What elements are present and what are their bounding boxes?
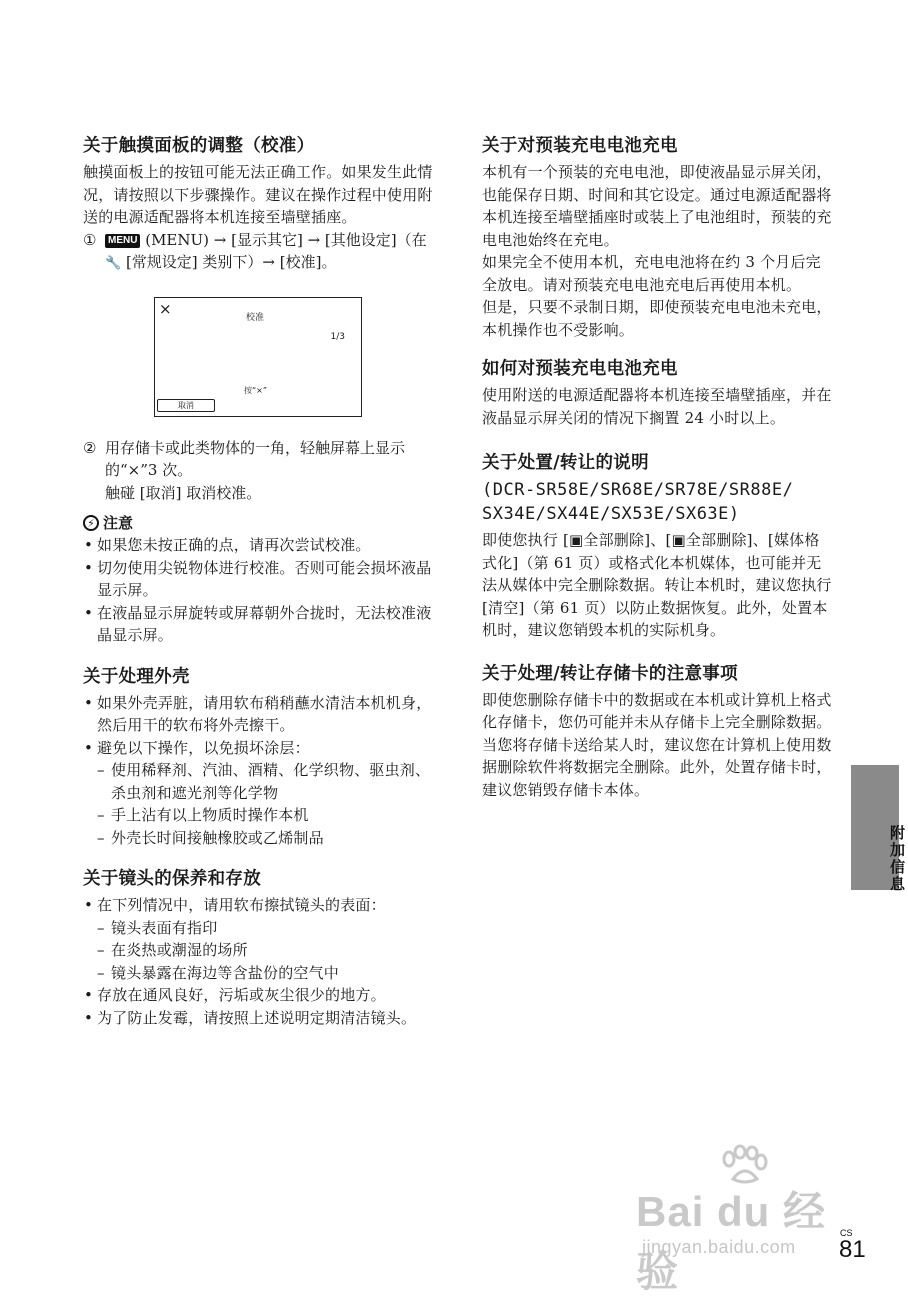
section-calibration xyxy=(83,134,433,647)
heading-casing: 关于处理外壳 xyxy=(83,666,190,687)
paragraph: 使用附送的电源适配器将本机连接至墙壁插座，并在液晶显示屏关闭的情况下搁置 24 小时以上。 xyxy=(482,386,832,427)
step-2-body xyxy=(105,437,433,505)
list-subitem: – 在炎热或潮湿的场所 xyxy=(83,939,433,962)
note-list xyxy=(83,534,433,647)
casing-list xyxy=(83,692,433,850)
close-icon: × xyxy=(159,299,172,318)
note-heading xyxy=(83,512,433,534)
heading-memory-card: 关于处理/转让存储卡的注意事项 xyxy=(482,663,738,684)
menu-icon: MENU xyxy=(105,234,140,248)
list-subitem: – 镜头表面有指印 xyxy=(83,917,433,940)
side-tab-label: 附加信息 xyxy=(888,825,906,893)
step-1-number: ① xyxy=(83,230,97,249)
list-subitem: – 使用稀释剂、汽油、酒精、化学织物、驱虫剂、杀虫剂和遮光剂等化学物 xyxy=(83,759,433,804)
list-item: • 在下列情况中，请用软布擦拭镜头的表面： xyxy=(83,894,433,917)
lens-list xyxy=(83,894,433,1029)
step-2-text: 用存储卡或此类物体的一角，轻触屏幕上显示的“×”3 次。 xyxy=(105,438,406,479)
screen-cancel-button: 取消 xyxy=(157,399,215,412)
screen-page-indicator: 1/3 xyxy=(330,331,345,342)
paragraph: 如果完全不使用本机，充电电池将在约 3 个月后完全放电。请对预装充电电池充电后再使用本机。 xyxy=(482,253,821,294)
step-1-text-b: [常规设定] 类别下）→ [校准]。 xyxy=(121,253,337,271)
section-lens xyxy=(83,867,433,1029)
paragraph: 本机有一个预装的充电电池，即使液晶显示屏关闭，也能保存日期、时间和其它设定。通过电源适配器将本机连接至墙壁插座时或装上了电池组时，预装的充电电池始终在充电。 xyxy=(482,163,832,249)
note-item: • 切勿使用尖锐物体进行校准。否则可能会损坏液晶显示屏。 xyxy=(83,557,433,602)
heading-calibration: 关于触摸面板的调整（校准） xyxy=(83,136,315,156)
wrench-icon: 🔧 xyxy=(105,256,122,271)
caution-icon: ⚡ xyxy=(83,515,99,531)
step-2 xyxy=(83,437,433,505)
watermark-brand: Bai du 经验 xyxy=(636,1188,827,1295)
step-1 xyxy=(83,229,433,276)
list-item: • 存放在通风良好，污垢或灰尘很少的地方。 xyxy=(83,984,433,1007)
note-heading-label: 注意 xyxy=(103,514,134,532)
section-charge-battery xyxy=(482,134,832,341)
right-column xyxy=(482,134,832,817)
step-2-number: ② xyxy=(83,438,97,457)
step-1-text xyxy=(105,229,433,276)
section-casing xyxy=(83,665,433,850)
heading-charge-battery: 关于对预装充电电池充电 xyxy=(482,136,678,156)
heading-how-to-charge: 如何对预装充电电池充电 xyxy=(482,359,678,379)
step-1-text-a: (MENU) → [显示其它] → [其他设定]（在 xyxy=(140,230,427,249)
heading-disposal: 关于处置/转让的说明 xyxy=(482,453,649,473)
watermark-url: jingyan.baidu.com xyxy=(642,1237,796,1257)
list-subitem: – 手上沾有以上物质时操作本机 xyxy=(83,804,433,827)
paragraph: 但是，只要不录制日期，即使预装充电电池未充电，本机操作也不受影响。 xyxy=(482,298,832,339)
list-subitem: – 镜头暴露在海边等含盐份的空气中 xyxy=(83,962,433,985)
list-item: • 避免以下操作，以免损坏涂层： xyxy=(83,737,433,760)
page-number: 81 xyxy=(839,1236,866,1263)
page-language-code: CS xyxy=(840,1228,853,1238)
heading-lens: 关于镜头的保养和存放 xyxy=(83,869,261,889)
screen-title: 校准 xyxy=(246,312,265,323)
paragraph: 即使您执行 [▣全部删除]、[▣全部删除]、[媒体格式化]（第 61 页）或格式化本机媒体，也可能并无法从媒体中完全删除数据。转让本机时，建议您执行 [清空]（第 61 页）以防止数据恢复。此外，处置本机时，建议您销毁本机的实际机身。 xyxy=(482,531,832,639)
calibration-intro: 触摸面板上的按钮可能无法正确工作。如果发生此情况，请按照以下步骤操作。建议在操作过程中使用附送的电源适配器将本机连接至墙壁插座。 xyxy=(83,163,433,226)
step-2-cancel-text: 触碰 [取消] 取消校准。 xyxy=(105,483,262,502)
section-how-to-charge xyxy=(482,357,832,429)
list-item: • 为了防止发霉，请按照上述说明定期清洁镜头。 xyxy=(83,1007,433,1030)
section-memory-card xyxy=(482,662,832,802)
paragraph: 即使您删除存储卡中的数据或在本机或计算机上格式化存储卡，您仍可能并未从存储卡上完全删除数据。当您将存储卡送给某人时，建议您在计算机上使用数据删除软件将数据完全删除。此外，处置存储卡时，建议您销毁存储卡本体。 xyxy=(482,690,832,799)
model-list-line-1: (DCR-SR58E/SR68E/SR78E/SR88E/ xyxy=(482,480,794,500)
section-disposal xyxy=(482,451,832,642)
model-list-line-2: SX34E/SX44E/SX53E/SX63E) xyxy=(482,504,740,524)
list-item: • 如果外壳弄脏，请用软布稍稍蘸水清洁本机机身，然后用干的软布将外壳擦干。 xyxy=(83,692,433,737)
left-column xyxy=(83,134,433,1045)
watermark xyxy=(636,1145,846,1295)
list-subitem: – 外壳长时间接触橡胶或乙烯制品 xyxy=(83,827,433,850)
calibration-screen-illustration xyxy=(154,297,362,417)
note-item: • 如果您未按正确的点，请再次尝试校准。 xyxy=(83,534,433,557)
screen-hint: 按“×” xyxy=(244,385,267,395)
note-item: • 在液晶显示屏旋转或屏幕朝外合拢时，无法校准液晶显示屏。 xyxy=(83,602,433,647)
